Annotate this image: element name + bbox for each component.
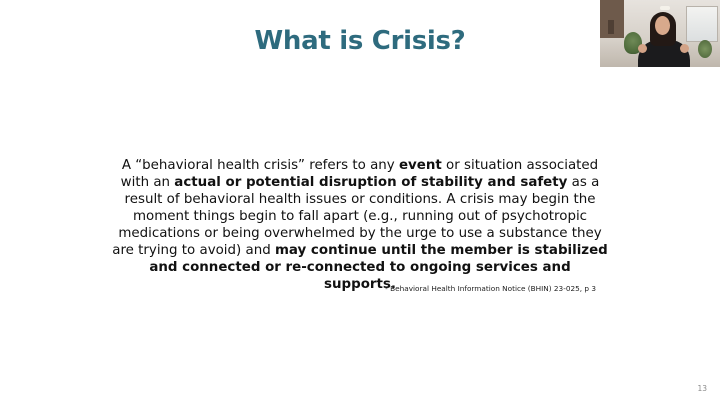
body-segment: as a result of behavioral health issues or conditions. A crisis may begin the moment things begin to fall apart (e.g., running out of psychotropic medications or being overwhelmed by the urge to use a substance they are trying to avoid) and [112, 175, 602, 258]
body-segment-bold: event [398, 158, 442, 173]
webcam-window [686, 6, 718, 42]
body-segment: or situation associated with an [120, 158, 599, 190]
body-segment-bold: actual or potential disruption of stability and safety [174, 175, 568, 190]
crisis-definition-text [112, 157, 608, 293]
webcam-ceiling-light [660, 6, 670, 10]
presenter-hand [638, 44, 647, 53]
slide-title: What is Crisis? [254, 26, 466, 56]
presenter-hand [680, 44, 689, 53]
page-number: 13 [697, 384, 707, 393]
source-citation: - Behavioral Health Information Notice (BHIN) 23-025, p 3 [385, 284, 596, 293]
presenter-face [655, 16, 670, 35]
body-segment-bold: may continue until the member is stabilized and connected or re-connected to ongoing services and supports. [149, 243, 608, 292]
webcam-cabinet-detail [608, 20, 614, 34]
webcam-plant [698, 40, 712, 58]
presenter-webcam-thumbnail[interactable] [600, 0, 720, 67]
body-segment: A “behavioral health crisis” refers to any [121, 158, 399, 173]
